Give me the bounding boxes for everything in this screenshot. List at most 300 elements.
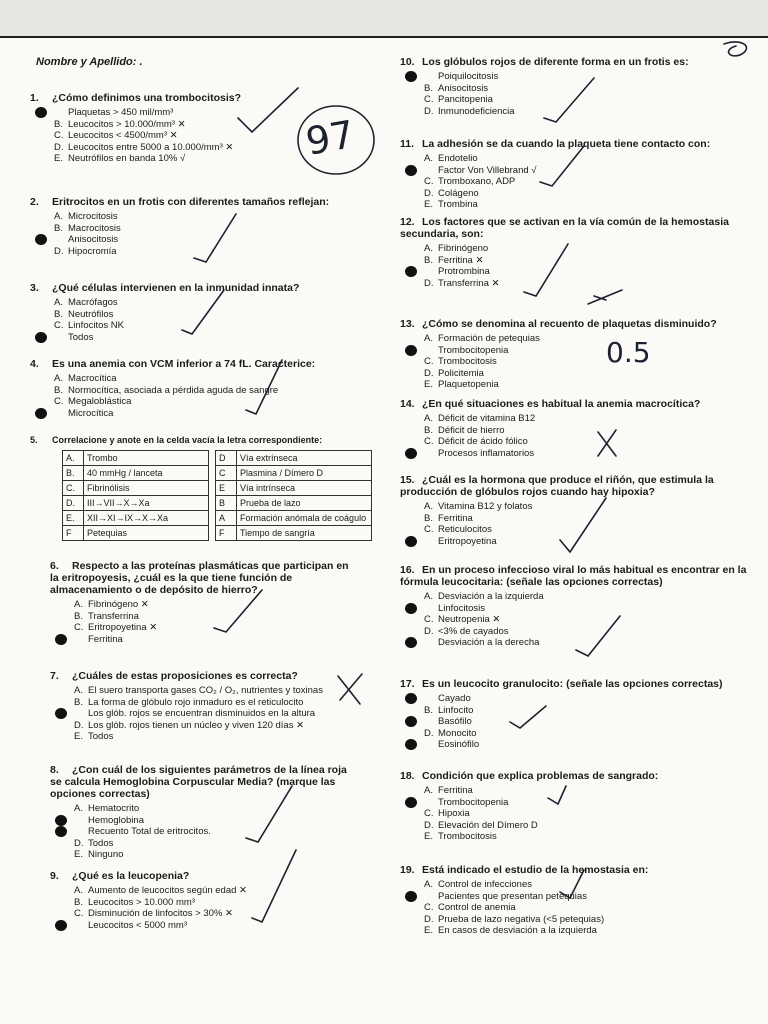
match-text-cell: Tiempo de sangría <box>237 526 372 541</box>
match-text-cell: Petequias <box>84 526 209 541</box>
answer-option <box>424 716 750 728</box>
question-number: 15. <box>400 474 415 486</box>
match-letter-cell: C. <box>63 481 84 496</box>
match-row <box>63 526 209 541</box>
question-header <box>400 864 740 876</box>
answer-option <box>54 332 360 344</box>
match-row <box>216 451 372 466</box>
option-letter: C. <box>424 808 434 820</box>
option-letter: B. <box>74 696 83 708</box>
match-text-cell: XII→XI→IX→X→Xa <box>84 511 209 526</box>
option-text: <3% de cayados <box>438 625 509 637</box>
answer-option <box>54 408 360 420</box>
question-4 <box>30 358 360 419</box>
answer-option <box>74 634 360 646</box>
option-text: Todos <box>68 331 94 343</box>
match-row <box>216 481 372 496</box>
question-text: ¿Cómo se denomina al recuento de plaquetas disminuido? <box>422 318 717 330</box>
option-text: Microcítica <box>68 407 114 419</box>
match-row <box>216 511 372 526</box>
option-letter: B. <box>424 704 433 716</box>
question-number: 3. <box>30 282 39 294</box>
option-text: Leucocitos > 10.000/mm³ ✕ <box>68 118 186 130</box>
answer-option <box>424 591 750 603</box>
question-header <box>400 770 740 782</box>
answer-option <box>424 891 740 903</box>
match-text-cell: Fibrinólisis <box>84 481 209 496</box>
option-text: Trombocitopenia <box>438 796 509 808</box>
option-letter: B. <box>424 82 433 94</box>
filled-bubble-icon <box>405 448 417 459</box>
answer-option <box>424 831 740 843</box>
question-header <box>400 138 740 150</box>
option-letter: C. <box>424 614 434 626</box>
question-13 <box>400 318 740 391</box>
option-text: Neutrófilos <box>68 308 114 320</box>
option-text: Neutropenia ✕ <box>438 614 501 626</box>
option-letter: A. <box>54 373 63 384</box>
option-text: Ninguno <box>88 849 124 861</box>
answer-option <box>54 309 360 321</box>
option-letter: D. <box>74 719 84 731</box>
name-label: Nombre y Apellido: . <box>36 56 143 68</box>
option-text: Procesos inflamatorios <box>438 447 535 459</box>
option-text: Formación de petequias <box>438 333 540 344</box>
answer-option <box>424 705 750 717</box>
question-19 <box>400 864 740 937</box>
filled-bubble-icon <box>405 603 417 614</box>
option-letter: A. <box>424 153 433 164</box>
options-list <box>400 243 740 289</box>
options-list <box>30 211 360 257</box>
option-text: Déficit de hierro <box>438 424 505 436</box>
filled-bubble-icon <box>405 693 417 704</box>
answer-option <box>424 188 740 200</box>
match-table-left <box>62 450 209 541</box>
option-letter: B. <box>424 512 433 524</box>
option-letter: D. <box>74 837 84 849</box>
question-text: Está indicado el estudio de la hemostasia en: <box>422 864 649 876</box>
option-text: Monocito <box>438 727 477 739</box>
answer-option <box>424 94 740 106</box>
question-17 <box>400 678 750 751</box>
answer-option <box>424 808 740 820</box>
filled-bubble-icon <box>35 234 47 245</box>
answer-option <box>424 739 750 751</box>
question-number: 8. <box>50 764 59 776</box>
option-letter: E. <box>424 925 433 937</box>
options-list <box>400 591 750 649</box>
match-letter-cell: D <box>216 451 237 466</box>
question-header <box>400 216 740 240</box>
answer-option <box>74 920 360 932</box>
option-letter: A. <box>424 879 433 890</box>
score-value: 97 <box>302 112 358 164</box>
question-header <box>50 670 360 682</box>
option-text: Todos <box>88 837 114 849</box>
question-text: Es una anemia con VCM inferior a 74 fL. Caracterice: <box>52 358 316 370</box>
filled-bubble-icon <box>405 797 417 808</box>
answer-option <box>424 413 740 425</box>
option-text: Macrocitosis <box>68 222 121 234</box>
answer-option <box>424 902 740 914</box>
answer-option <box>424 626 750 638</box>
option-letter: C. <box>424 94 434 106</box>
option-letter: C. <box>424 356 434 368</box>
option-text: Macrófagos <box>68 297 118 308</box>
question-header <box>400 564 750 588</box>
option-text: Transferrina <box>88 610 139 622</box>
option-letter: B. <box>74 610 83 622</box>
answer-option <box>424 176 740 188</box>
answer-option <box>424 785 740 797</box>
option-letter: E. <box>74 849 83 861</box>
match-text-cell: III→VII→X→Xa <box>84 496 209 511</box>
answer-option <box>74 731 360 743</box>
option-text: Ferritina <box>88 633 123 645</box>
answer-option <box>54 373 360 385</box>
option-letter: E. <box>424 831 433 843</box>
question-text: ¿Cuál es la hormona que produce el riñón, que estimula la producción de glóbulos rojos cuando hay hipoxia? <box>400 474 714 498</box>
option-letter: A. <box>424 243 433 254</box>
options-list <box>400 879 740 937</box>
option-text: Hipoxia <box>438 808 470 820</box>
match-letter-cell: B. <box>63 466 84 481</box>
answer-option <box>424 536 740 548</box>
option-text: Leucocitos < 4500/mm³ ✕ <box>68 130 178 142</box>
match-text-cell: Vía intrínseca <box>237 481 372 496</box>
question-text: ¿En qué situaciones es habitual la anemia macrocítica? <box>422 398 701 410</box>
match-text-cell: 40 mmHg / lanceta <box>84 466 209 481</box>
answer-option <box>424 278 740 290</box>
answer-option <box>54 297 360 309</box>
options-list <box>50 803 360 861</box>
option-text: Control de anemia <box>438 902 516 914</box>
option-text: Vitamina B12 y folatos <box>438 501 533 512</box>
option-text: Trombina <box>438 199 478 211</box>
question-12 <box>400 216 740 289</box>
option-letter: D. <box>424 187 434 199</box>
option-text: Fibrinógeno ✕ <box>88 599 149 610</box>
match-row <box>216 466 372 481</box>
question-header <box>400 56 740 68</box>
question-header <box>30 92 360 104</box>
filled-bubble-icon <box>405 536 417 547</box>
option-text: Factor Von Villebrand √ <box>438 164 537 176</box>
question-16 <box>400 564 750 649</box>
option-text: Pacientes que presentan petequias <box>438 890 587 902</box>
options-list <box>50 885 360 931</box>
option-text: Linfocitos NK <box>68 320 124 332</box>
option-letter: B. <box>54 222 63 234</box>
option-text: Control de infecciones <box>438 879 532 890</box>
question-header <box>400 318 740 330</box>
scan-background <box>0 0 768 36</box>
match-letter-cell: C <box>216 466 237 481</box>
option-letter: C. <box>424 902 434 914</box>
match-letter-cell: E. <box>63 511 84 526</box>
question-number: 6. <box>50 560 59 572</box>
option-letter: D. <box>424 727 434 739</box>
question-header <box>400 474 740 498</box>
answer-option <box>54 234 360 246</box>
question-number: 2. <box>30 196 39 208</box>
options-list <box>400 501 740 547</box>
answer-option <box>424 425 740 437</box>
option-letter: E. <box>424 199 433 211</box>
option-letter: D. <box>54 245 64 257</box>
option-text: Leucocitos > 10.000 mm³ <box>88 896 195 908</box>
option-text: Pancitopenia <box>438 94 493 106</box>
option-text: Elevación del Dímero D <box>438 819 538 831</box>
answer-option <box>424 83 740 95</box>
option-text: El suero transporta gases CO₂ / O₂, nutrientes y toxinas <box>88 685 323 696</box>
answer-option <box>424 501 740 513</box>
question-5-number: 5. <box>30 435 38 445</box>
filled-bubble-icon <box>405 71 417 82</box>
option-letter: C. <box>424 436 434 448</box>
option-text: Desviación a la derecha <box>438 637 540 649</box>
answer-option <box>424 603 750 615</box>
answer-option <box>54 396 360 408</box>
option-text: Los glób. rojos se encuentran disminuidos en la altura <box>88 708 316 720</box>
option-text: Trombocitosis <box>438 356 497 368</box>
options-list <box>400 413 740 459</box>
option-letter: A. <box>424 501 433 512</box>
answer-option <box>424 368 740 380</box>
answer-option <box>74 826 360 838</box>
option-text: Anisocitosis <box>68 234 119 246</box>
option-letter: C. <box>54 320 64 332</box>
option-text: Poiquilocitosis <box>438 71 499 82</box>
option-text: Trombocitopenia <box>438 344 509 356</box>
filled-bubble-icon <box>55 826 67 837</box>
filled-bubble-icon <box>35 332 47 343</box>
option-text: Neutrófilos en banda 10% √ <box>68 153 186 165</box>
options-list <box>30 297 360 343</box>
option-text: Microcitosis <box>68 211 118 222</box>
half-score-value: 0.5 <box>606 336 651 369</box>
option-text: Cayado <box>438 693 471 704</box>
filled-bubble-icon <box>35 408 47 419</box>
option-text: Transferrina ✕ <box>438 277 500 289</box>
option-letter: E. <box>424 379 433 391</box>
option-letter: B. <box>54 118 63 130</box>
options-list <box>400 71 740 117</box>
question-header <box>30 358 360 370</box>
answer-option <box>424 243 740 255</box>
question-text: Condición que explica problemas de sangrado: <box>422 770 659 782</box>
option-letter: C. <box>54 130 64 142</box>
options-list <box>50 599 360 645</box>
question-18 <box>400 770 740 843</box>
option-letter: B. <box>424 254 433 266</box>
option-letter: B. <box>54 384 63 396</box>
answer-option <box>424 266 740 278</box>
option-text: Plaquetas > 450 mil/mm³ <box>68 107 174 118</box>
option-text: Leucocitos < 5000 mm³ <box>88 919 188 931</box>
option-text: Hemoglobina <box>88 814 144 826</box>
option-text: Linfocitosis <box>438 602 485 614</box>
filled-bubble-icon <box>405 891 417 902</box>
question-2 <box>30 196 360 257</box>
question-header <box>400 398 740 410</box>
answer-option <box>424 356 740 368</box>
filled-bubble-icon <box>405 716 417 727</box>
option-text: Trombocitosis <box>438 831 497 843</box>
question-number: 1. <box>30 92 39 104</box>
question-number: 14. <box>400 398 415 410</box>
option-text: Hematocrito <box>88 803 140 814</box>
option-letter: B. <box>54 308 63 320</box>
options-list <box>400 333 740 391</box>
option-letter: B. <box>424 424 433 436</box>
match-text-cell: Formación anómala de coágulo <box>237 511 372 526</box>
match-letter-cell: D. <box>63 496 84 511</box>
answer-option <box>424 255 740 267</box>
match-letter-cell: A <box>216 511 237 526</box>
option-text: En casos de desviación a la izquierda <box>438 925 597 937</box>
answer-option <box>74 685 360 697</box>
question-header <box>50 870 360 882</box>
match-row <box>63 451 209 466</box>
option-letter: D. <box>424 105 434 117</box>
match-row <box>63 481 209 496</box>
option-text: Ferritina <box>438 512 473 524</box>
match-letter-cell: F <box>63 526 84 541</box>
option-text: Recuento Total de eritrocitos. <box>88 826 211 838</box>
filled-bubble-icon <box>405 266 417 277</box>
option-letter: D. <box>54 141 64 153</box>
option-letter: A. <box>424 591 433 602</box>
option-text: Fibrinógeno <box>438 243 489 254</box>
answer-option <box>424 333 740 345</box>
answer-option <box>424 797 740 809</box>
option-letter: A. <box>54 297 63 308</box>
answer-option <box>424 728 750 740</box>
option-text: Aumento de leucocitos según edad ✕ <box>88 885 248 896</box>
option-letter: C. <box>424 176 434 188</box>
option-text: Disminución de linfocitos > 30% ✕ <box>88 908 233 920</box>
answer-option <box>424 820 740 832</box>
answer-option <box>424 153 740 165</box>
answer-option <box>74 815 360 827</box>
match-row <box>216 526 372 541</box>
match-letter-cell: A. <box>63 451 84 466</box>
option-text: Endotelio <box>438 153 478 164</box>
question-5 <box>30 434 380 541</box>
question-number: 11. <box>400 138 415 150</box>
option-letter: A. <box>54 211 63 222</box>
option-letter: A. <box>74 685 83 696</box>
option-letter: C. <box>424 524 434 536</box>
question-9 <box>50 870 360 931</box>
option-letter: A. <box>424 333 433 344</box>
option-text: Leucocitos entre 5000 a 10.000/mm³ ✕ <box>68 141 234 153</box>
option-text: Tromboxano, ADP <box>438 176 516 188</box>
answer-option <box>74 838 360 850</box>
filled-bubble-icon <box>405 345 417 356</box>
option-text: Plaquetopenia <box>438 379 499 391</box>
question-number: 4. <box>30 358 39 370</box>
question-text: ¿Con cuál de los siguientes parámetros de la línea roja se calcula Hemoglobina Corpuscular Media? (marque las opciones correctas) <box>50 764 347 800</box>
option-letter: C. <box>74 908 84 920</box>
question-6 <box>50 560 360 645</box>
match-letter-cell: F <box>216 526 237 541</box>
option-text: Anisocitosis <box>438 82 489 94</box>
answer-option <box>424 914 740 926</box>
answer-option <box>424 637 750 649</box>
match-row <box>63 511 209 526</box>
filled-bubble-icon <box>55 815 67 826</box>
question-header <box>50 764 360 800</box>
options-list <box>50 685 360 743</box>
answer-option <box>424 379 740 391</box>
option-text: Todos <box>88 731 114 743</box>
options-list <box>400 153 740 211</box>
question-header <box>400 678 750 690</box>
option-text: Basófilo <box>438 716 472 728</box>
option-text: Reticulocitos <box>438 524 492 536</box>
filled-bubble-icon <box>35 107 47 118</box>
answer-option <box>74 849 360 861</box>
answer-option <box>74 720 360 732</box>
answer-option <box>424 71 740 83</box>
answer-option <box>74 611 360 623</box>
question-text: En un proceso infeccioso viral lo más habitual es encontrar en la fórmula leucocitaria: (señale las opciones correctas) <box>400 564 747 588</box>
answer-option <box>74 622 360 634</box>
option-letter: D. <box>424 913 434 925</box>
answer-option <box>74 697 360 709</box>
answer-option <box>54 107 360 119</box>
answer-option <box>424 165 740 177</box>
question-text: ¿Cómo definimos una trombocitosis? <box>52 92 242 104</box>
question-10 <box>400 56 740 117</box>
option-letter: A. <box>424 785 433 796</box>
question-number: 19. <box>400 864 415 876</box>
question-number: 10. <box>400 56 415 68</box>
option-text: Desviación a la izquierda <box>438 591 544 602</box>
question-number: 17. <box>400 678 415 690</box>
answer-option <box>424 879 740 891</box>
question-text: ¿Qué células intervienen en la inmunidad innata? <box>52 282 300 294</box>
option-text: Linfocito <box>438 704 474 716</box>
question-number: 9. <box>50 870 59 882</box>
match-row <box>63 496 209 511</box>
question-number: 18. <box>400 770 415 782</box>
answer-option <box>54 223 360 235</box>
filled-bubble-icon <box>55 634 67 645</box>
match-letter-cell: E <box>216 481 237 496</box>
question-5-text: Correlacione y anote en la celda vacía la letra correspondiente: <box>52 435 323 445</box>
match-text-cell: Plasmina / Dímero D <box>237 466 372 481</box>
options-list <box>400 693 750 751</box>
option-text: Eritropoyetina <box>438 535 497 547</box>
option-letter: C. <box>54 396 64 408</box>
option-text: Normocítica, asociada a pérdida aguda de sangre <box>68 384 279 396</box>
option-letter: D. <box>424 277 434 289</box>
option-text: Eritropoyetina ✕ <box>88 622 158 634</box>
match-text-cell: Vía extrínseca <box>237 451 372 466</box>
answer-option <box>74 908 360 920</box>
option-text: Los glób. rojos tienen un núcleo y viven 120 días ✕ <box>88 719 305 731</box>
question-11 <box>400 138 740 211</box>
filled-bubble-icon <box>55 920 67 931</box>
question-header <box>50 560 360 596</box>
question-number: 16. <box>400 564 415 576</box>
option-text: Eosinófilo <box>438 739 480 751</box>
option-text: Protrombina <box>438 266 490 278</box>
